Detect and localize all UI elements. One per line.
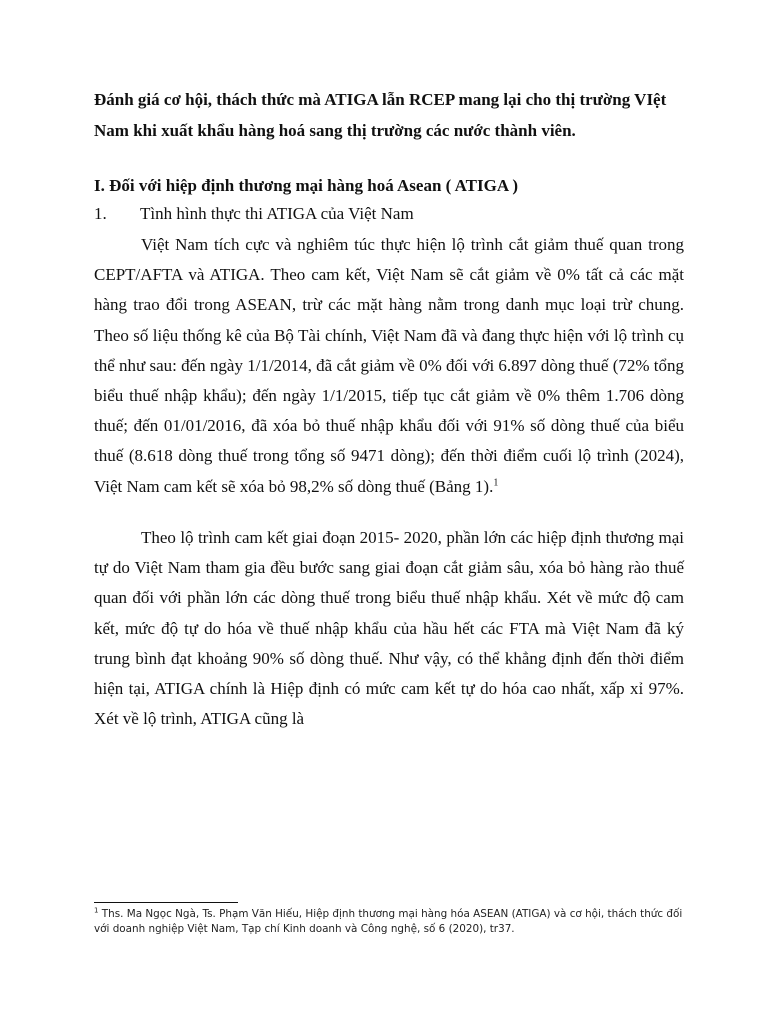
footnote-text: Ths. Ma Ngọc Ngà, Ts. Phạm Văn Hiếu, Hiệp định thương mại hàng hóa ASEAN (ATIGA) và cơ hội, thách thức đối với doanh nghiệp Việt Nam, Tạp chí Kinh doanh và Công nghệ, số 6 (2020), tr37.: [94, 908, 683, 935]
footnote: [94, 907, 694, 937]
body-paragraph: Theo lộ trình cam kết giai đoạn 2015- 2020, phần lớn các hiệp định thương mại tự do Việt Nam tham gia đều bước sang giai đoạn cắt giảm sâu, xóa bỏ hàng rào thuế quan đối với phần lớn các dòng thuế trong biểu thuế nhập khẩu. Xét về mức độ cam kết, mức độ tự do hóa về thuế nhập khẩu của hầu hết các FTA mà Việt Nam đã ký trung bình đạt khoảng 90% số dòng thuế. Như vậy, có thể khẳng định đến thời điểm hiện tại, ATIGA chính là Hiệp định có mức cam kết tự do hóa cao nhất, xấp xỉ 97%. Xét về lộ trình, ATIGA cũng là: [94, 528, 684, 729]
footnote-reference[interactable]: 1: [493, 476, 499, 488]
body-paragraph: [94, 230, 684, 502]
subsection-label: Tình hình thực thi ATIGA của Việt Nam: [140, 204, 414, 223]
footnote-marker: 1: [94, 906, 99, 915]
footnote-divider: [94, 902, 238, 903]
subsection-heading: [94, 201, 684, 227]
subsection-number: 1.: [94, 204, 107, 223]
document-title: Đánh giá cơ hội, thách thức mà ATIGA lẫn RCEP mang lại cho thị trường VIệt Nam khi xuất khẩu hàng hoá sang thị trường các nước thành viên.: [94, 90, 667, 140]
section-heading: I. Đối với hiệp định thương mại hàng hoá Asean ( ATIGA ): [94, 176, 519, 195]
paragraph-text: Việt Nam tích cực và nghiêm túc thực hiện lộ trình cắt giảm thuế quan trong CEPT/AFTA và ATIGA. Theo cam kết, Việt Nam sẽ cắt giảm về 0% tất cả các mặt hàng trao đổi trong ASEAN, trừ các mặt hàng nằm trong danh mục loại trừ chung. Theo số liệu thống kê của Bộ Tài chính, Việt Nam đã và đang thực hiện với lộ trình cụ thể như sau: đến ngày 1/1/2014, đã cắt giảm về 0% đối với 6.897 dòng thuế (72% tổng biểu thuế nhập khẩu); đến ngày 1/1/2015, tiếp tục cắt giảm về 0% thêm 1.706 dòng thuế; đến 01/01/2016, đã xóa bỏ thuế nhập khẩu đối với 91% số dòng thuế của biểu thuế (8.618 dòng thuế trong tổng số 9471 dòng); đến thời điểm cuối lộ trình (2024), Việt Nam cam kết sẽ xóa bỏ 98,2% số dòng thuế (Bảng 1).: [94, 235, 684, 496]
